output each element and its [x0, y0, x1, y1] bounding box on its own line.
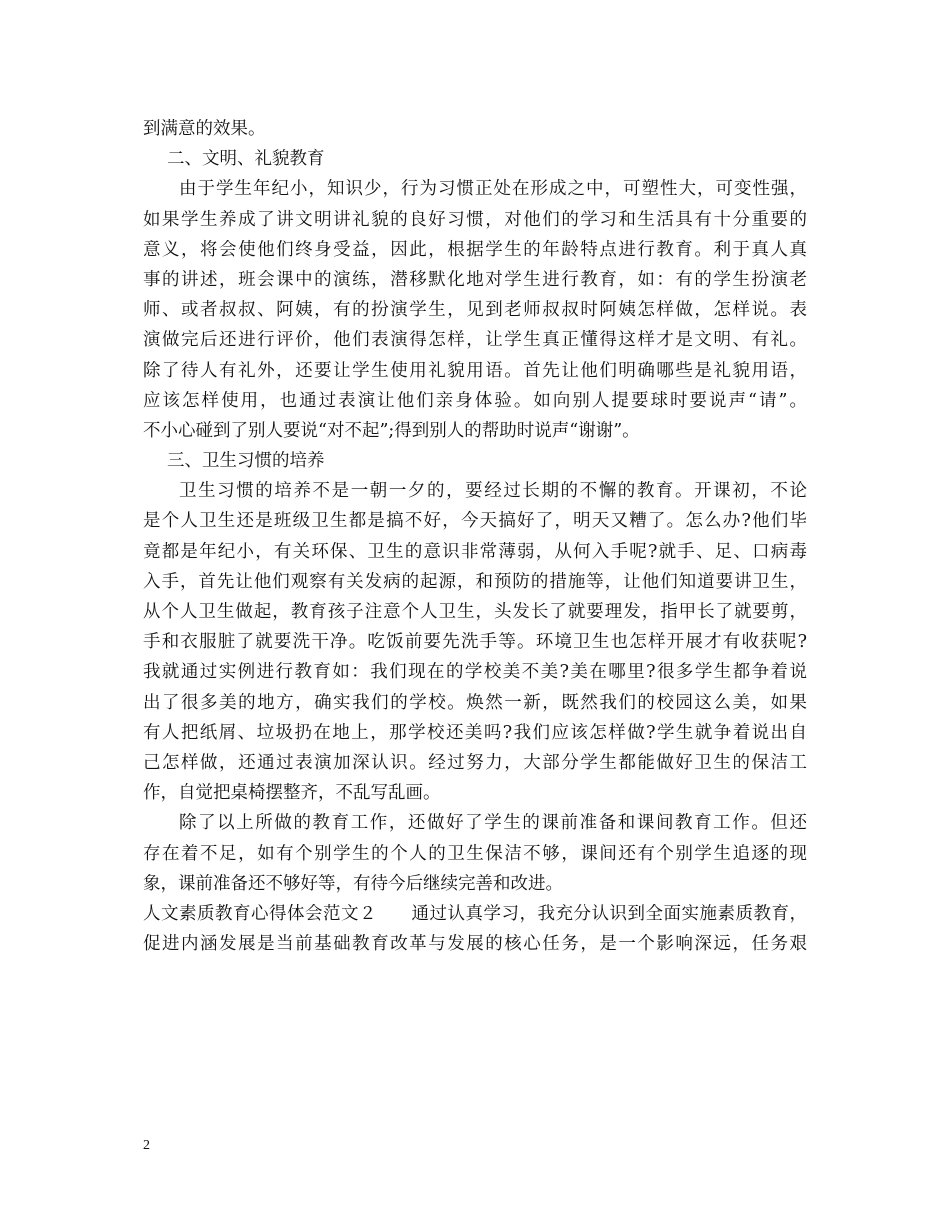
document-body: [143, 114, 807, 899]
body-line: 由于学生年纪小，知识少，行为习惯正处在形成之中，可塑性大，可变性强，: [179, 179, 807, 200]
body-line: 演做完后还进行评价，他们表演得怎样，让学生真正懂得这样才是文明、有礼。: [143, 330, 807, 351]
body-line: 入手，首先让他们观察有关发病的起源，和预防的措施等，让他们知道要讲卫生，: [143, 571, 807, 592]
page-number: 2: [143, 1138, 150, 1153]
body-line: 除了以上所做的教育工作，还做好了学生的课前准备和课间教育工作。但还: [179, 813, 807, 834]
section-heading: 三、卫生习惯的培养: [167, 451, 325, 472]
body-line: 存在着不足，如有个别学生的个人的卫生保洁不够，课间还有个别学生追逐的现: [143, 843, 807, 864]
section-title-line: [143, 899, 807, 929]
section-first-text: 通过认真学习，我充分认识到全面实施素质教育，: [411, 904, 807, 925]
body-line: 师、或者叔叔、阿姨，有的扮演学生，见到老师叔叔时阿姨怎样做，怎样说。表: [143, 300, 807, 321]
body-line: 事的讲述，班会课中的演练，潜移默化地对学生进行教育，如：有的学生扮演老: [143, 269, 807, 290]
body-line: 出了很多美的地方，确实我们的学校。焕然一新，既然我们的校园这么美，如果: [143, 692, 807, 713]
body-line: 我就通过实例进行教育如：我们现在的学校美不美?美在哪里?很多学生都争着说: [143, 662, 807, 683]
body-line: 象，课前准备还不够好等，有待今后继续完善和改进。: [143, 873, 563, 894]
body-line: 到满意的效果。: [143, 119, 266, 139]
body-line: 是个人卫生还是班级卫生都是搞不好，今天搞好了，明天又糟了。怎么办?他们毕: [143, 511, 807, 532]
section-heading: 二、文明、礼貌教育: [167, 149, 325, 170]
body-line: 竟都是年纪小，有关环保、卫生的意识非常薄弱，从何入手呢?就手、足、口病毒: [143, 541, 807, 562]
body-line: 有人把纸屑、垃圾扔在地上，那学校还美吗?我们应该怎样做?学生就争着说出自: [143, 722, 807, 743]
body-line: 己怎样做，还通过表演加深认识。经过努力，大部分学生都能做好卫生的保洁工: [143, 752, 807, 773]
body-line: 从个人卫生做起，教育孩子注意个人卫生，头发长了就要理发，指甲长了就要剪，: [143, 602, 807, 622]
body-line: 除了待人有礼外，还要让学生使用礼貌用语。首先让他们明确哪些是礼貌用语，: [143, 360, 807, 381]
body-line: 手和衣服脏了就要洗干净。吃饭前要先洗手等。环境卫生也怎样开展才有收获呢?: [143, 632, 807, 653]
body-line: 不小心碰到了别人要说“对不起”;得到别人的帮助时说声“谢谢”。: [143, 420, 640, 441]
body-line: 意义，将会使他们终身受益，因此，根据学生的年龄特点进行教育。利于真人真: [143, 239, 807, 260]
section-title: 人文素质教育心得体会范文２: [143, 904, 377, 925]
body-line: 卫生习惯的培养不是一朝一夕的，要经过长期的不懈的教育。开课初，不论: [179, 481, 807, 502]
body-line: 如果学生养成了讲文明讲礼貌的良好习惯，对他们的学习和生活具有十分重要的: [143, 209, 807, 230]
body-line: 应该怎样使用，也通过表演让他们亲身体验。如向别人提要球时要说声“请”。: [143, 390, 807, 411]
body-line: 作，自觉把桌椅摆整齐，不乱写乱画。: [143, 783, 441, 804]
body-line-last: 促进内涵发展是当前基础教育改革与发展的核心任务，是一个影响深远，任务艰: [143, 934, 807, 955]
